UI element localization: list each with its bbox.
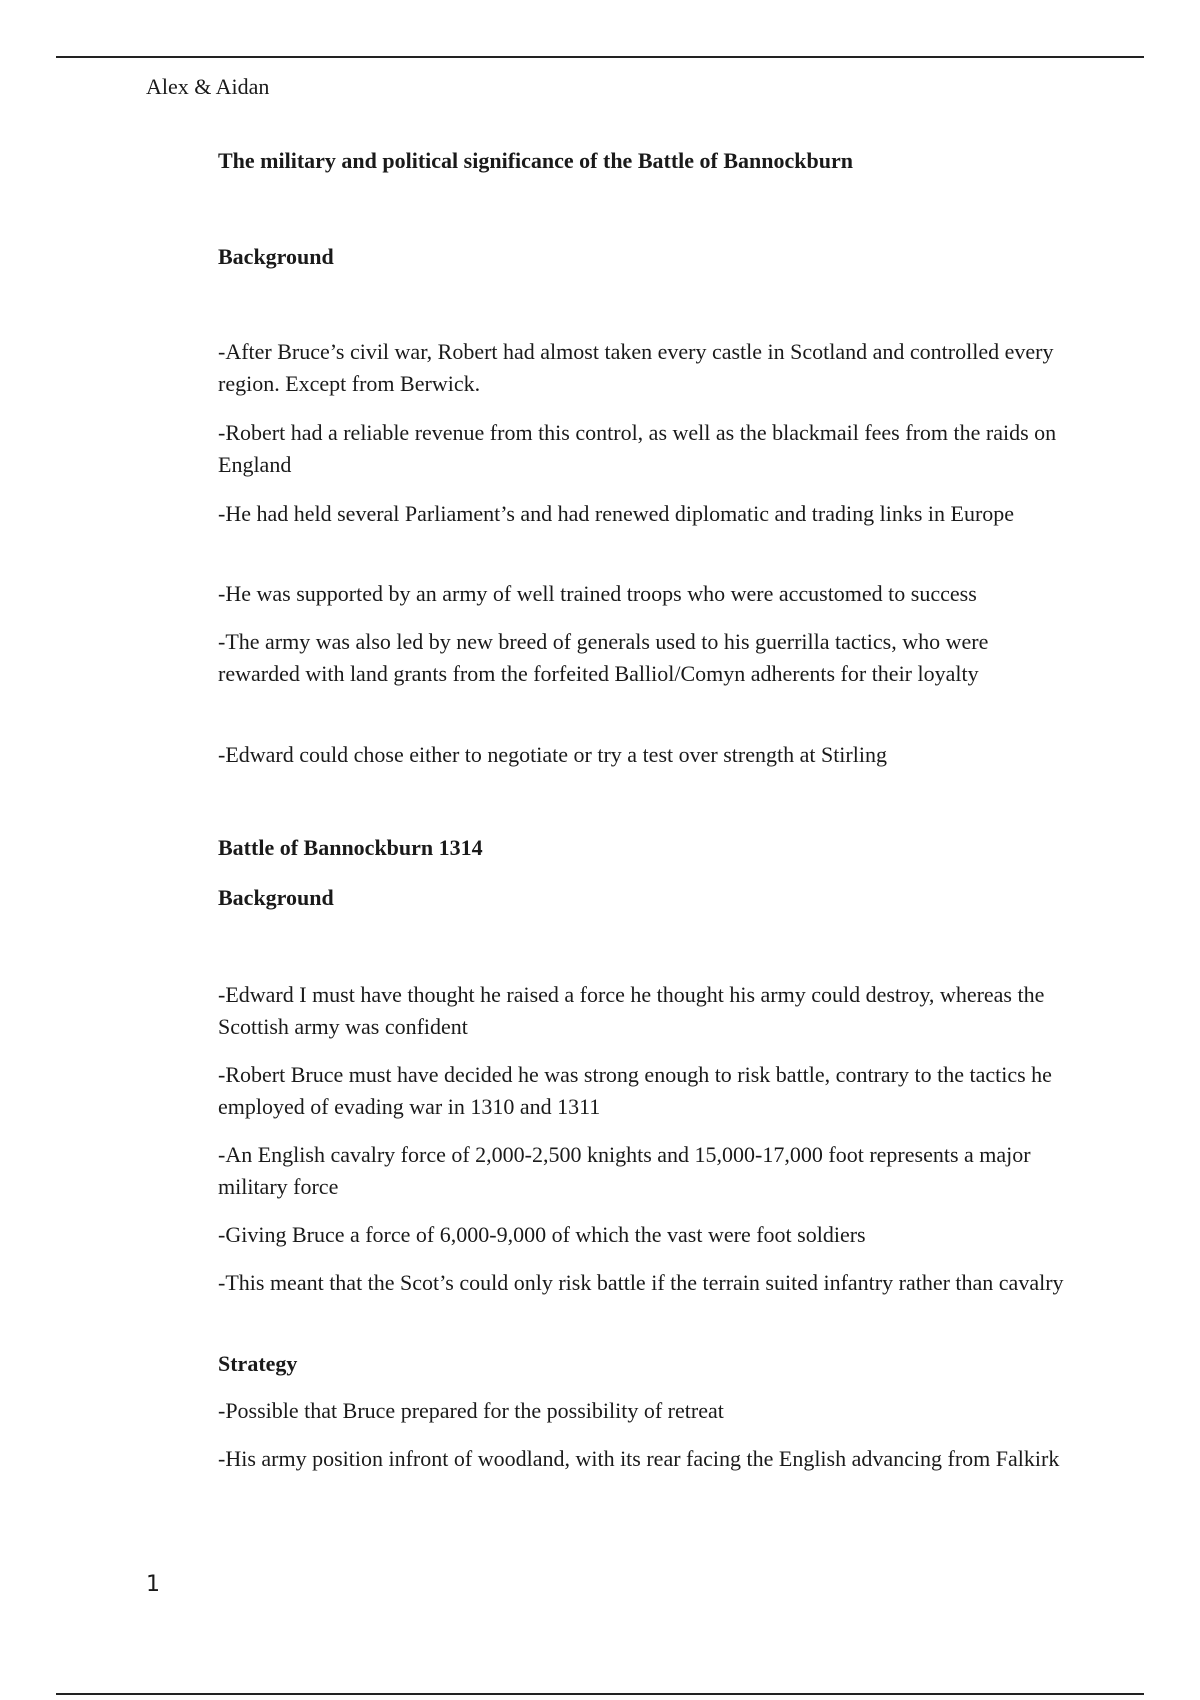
paragraph: -He had held several Parliament’s and had renewed diplomatic and trading links in Europe (218, 501, 1015, 526)
author-names: Alex & Aidan (146, 74, 270, 99)
section-heading-battle: Battle of Bannockburn 1314 (218, 835, 483, 860)
paragraph: -The army was also led by new breed of generals used to his guerrilla tactics, who were rewarded with land grants from the forfeited Balliol/Comyn adherents for their loyalty (218, 629, 989, 686)
paragraph: -Giving Bruce a force of 6,000-9,000 of which the vast were foot soldiers (218, 1222, 866, 1247)
paragraph: -Possible that Bruce prepared for the possibility of retreat (218, 1398, 724, 1423)
section-heading-strategy: Strategy (218, 1351, 298, 1376)
top-rule (56, 56, 1144, 58)
paragraph: -Robert Bruce must have decided he was strong enough to risk battle, contrary to the tactics he employed of evading war in 1310 and 1311 (218, 1062, 1052, 1119)
paragraph: -After Bruce’s civil war, Robert had almost taken every castle in Scotland and controlled every region. Except from Berwick. (218, 339, 1054, 396)
section-heading-background: Background (218, 244, 334, 269)
section-subheading-background: Background (218, 885, 334, 910)
document-title: The military and political significance of the Battle of Bannockburn (218, 148, 853, 173)
bottom-rule (56, 1693, 1144, 1695)
page-number: 1 (146, 1572, 160, 1597)
paragraph: -Edward I must have thought he raised a force he thought his army could destroy, whereas the Scottish army was confident (218, 982, 1045, 1039)
paragraph: -Edward could chose either to negotiate or try a test over strength at Stirling (218, 742, 887, 767)
paragraph: -He was supported by an army of well trained troops who were accustomed to success (218, 581, 977, 606)
paragraph: -Robert had a reliable revenue from this control, as well as the blackmail fees from the raids on England (218, 420, 1057, 477)
paragraph: -This meant that the Scot’s could only risk battle if the terrain suited infantry rather than cavalry (218, 1270, 1064, 1295)
paragraph: -His army position infront of woodland, with its rear facing the English advancing from Falkirk (218, 1446, 1060, 1471)
paragraph: -An English cavalry force of 2,000-2,500 knights and 15,000-17,000 foot represents a major military force (218, 1142, 1031, 1199)
